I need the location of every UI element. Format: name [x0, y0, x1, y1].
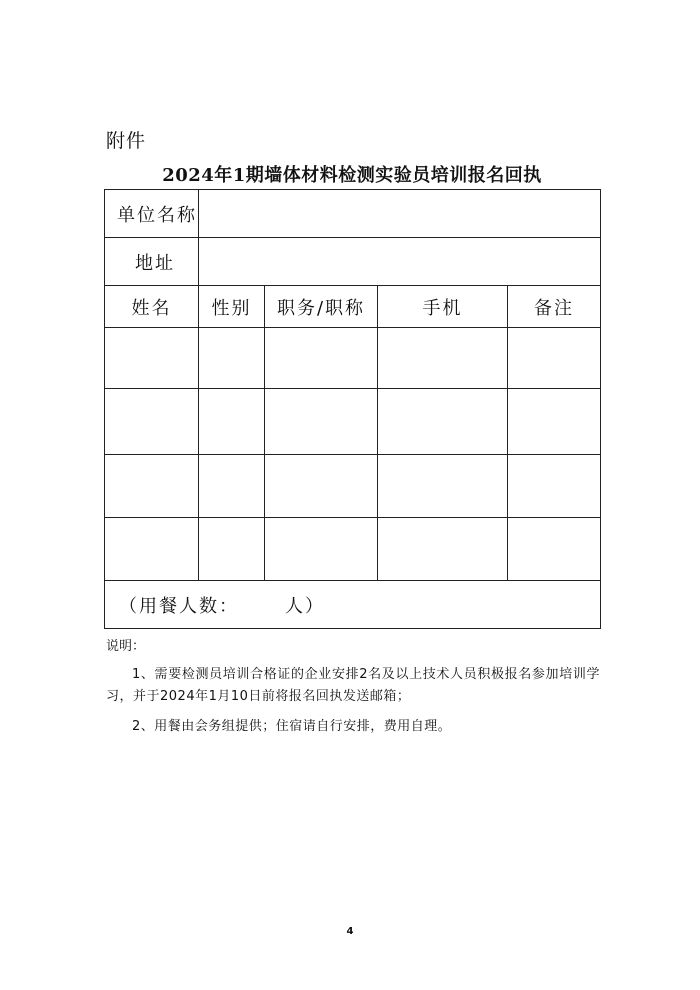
address-label: 地址 [105, 238, 199, 286]
column-header-gender: 性别 [199, 286, 265, 328]
name-cell[interactable] [105, 455, 199, 518]
name-cell[interactable] [105, 328, 199, 389]
name-cell[interactable] [105, 389, 199, 455]
column-header-row [105, 286, 601, 328]
meal-count-row [105, 581, 601, 629]
column-header-name: 姓名 [105, 286, 199, 328]
name-cell[interactable] [105, 518, 199, 581]
unit-row [105, 190, 601, 238]
table-row [105, 455, 601, 518]
position-cell[interactable] [265, 328, 378, 389]
remarks-cell[interactable] [508, 518, 601, 581]
notes-section [106, 636, 600, 746]
phone-cell[interactable] [378, 389, 508, 455]
table-row [105, 518, 601, 581]
notes-heading: 说明： [106, 639, 146, 654]
gender-cell[interactable] [199, 455, 265, 518]
gender-cell[interactable] [199, 518, 265, 581]
position-cell[interactable] [265, 389, 378, 455]
meal-count-cell[interactable] [105, 581, 601, 629]
unit-label: 单位名称 [105, 190, 199, 238]
meal-count-unit: 人） [285, 595, 325, 617]
registration-form-table [104, 189, 601, 629]
phone-cell[interactable] [378, 455, 508, 518]
remarks-cell[interactable] [508, 328, 601, 389]
column-header-remarks: 备注 [508, 286, 601, 328]
meal-count-label: （用餐人数： [119, 595, 239, 617]
note-item: 1、需要检测员培训合格证的企业安排2名及以上技术人员积极报名参加培训学习，并于2024年1月10日前将报名回执发送邮箱； [106, 667, 600, 705]
note-item: 2、用餐由会务组提供；住宿请自行安排，费用自理。 [132, 719, 452, 735]
address-value-cell[interactable] [199, 238, 601, 286]
table-row [105, 389, 601, 455]
position-cell[interactable] [265, 455, 378, 518]
remarks-cell[interactable] [508, 455, 601, 518]
position-cell[interactable] [265, 518, 378, 581]
attachment-label: 附件 [106, 130, 147, 152]
phone-cell[interactable] [378, 328, 508, 389]
unit-value-cell[interactable] [199, 190, 601, 238]
phone-cell[interactable] [378, 518, 508, 581]
document-title: 2024年1期墙体材料检测实验员培训报名回执 [162, 165, 542, 186]
table-row [105, 328, 601, 389]
page-number: 4 [346, 926, 354, 937]
gender-cell[interactable] [199, 389, 265, 455]
column-header-phone: 手机 [378, 286, 508, 328]
gender-cell[interactable] [199, 328, 265, 389]
address-row [105, 238, 601, 286]
remarks-cell[interactable] [508, 389, 601, 455]
column-header-position: 职务/职称 [265, 286, 378, 328]
